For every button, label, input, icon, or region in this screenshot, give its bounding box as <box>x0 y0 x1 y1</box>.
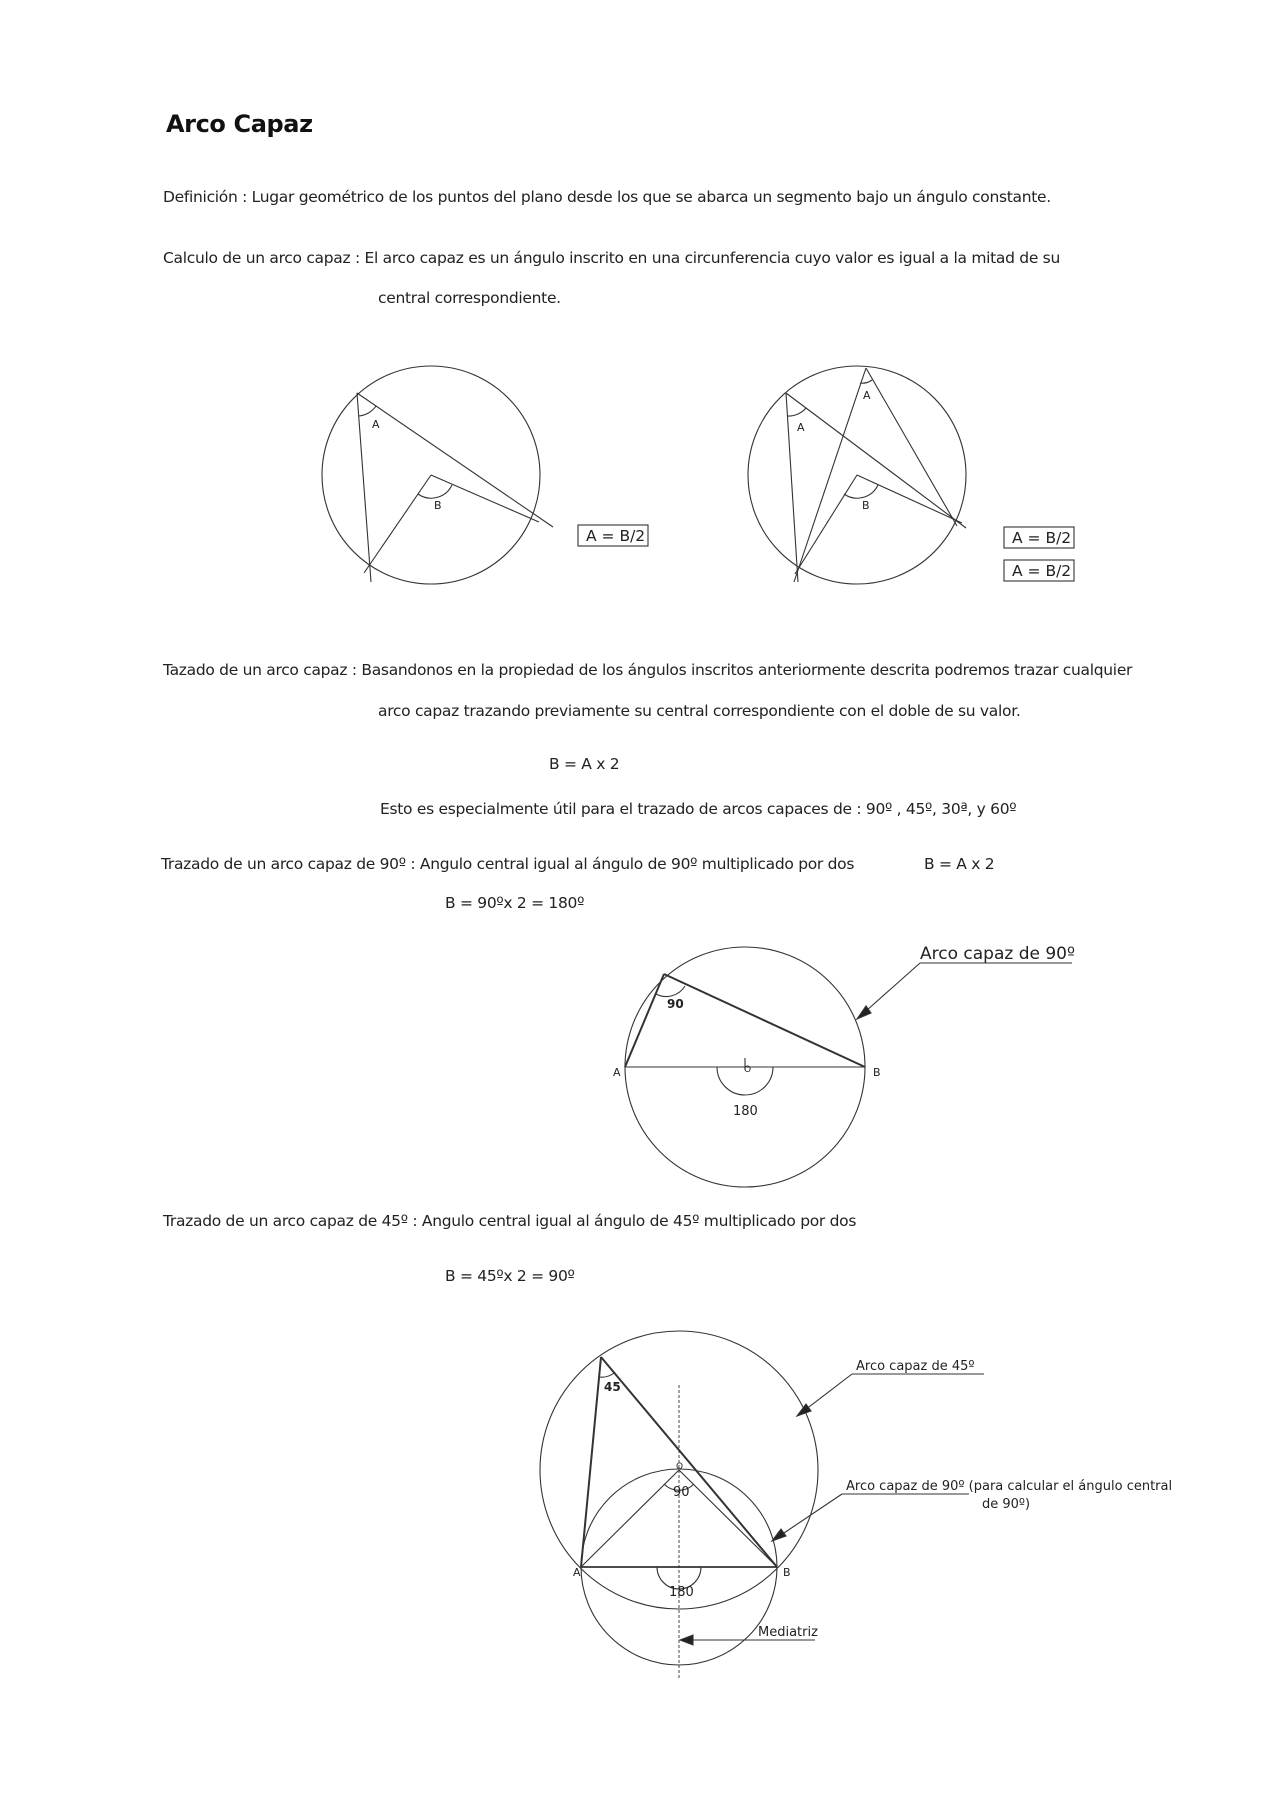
fig1-inscribed-line-1 <box>357 393 371 582</box>
fig2-formula-2: A = B/2 <box>1012 562 1072 580</box>
calculo-text-line1: Calculo de un arco capaz : El arco capaz es un ángulo inscrito en una circunferencia cuyo valor es igual a la mitad de su <box>163 249 1060 267</box>
fig1-label-b: B <box>434 499 442 512</box>
fig1-formula: A = B/2 <box>586 527 646 545</box>
fig1-inscribed-line-2 <box>357 393 553 527</box>
formula-b-equals-a-x2: B = A x 2 <box>549 755 620 773</box>
fig4-angle-180-label: 180 <box>669 1585 694 1600</box>
fig4-mediatriz-label: Mediatriz <box>758 1625 818 1640</box>
figure-2 <box>748 366 1074 584</box>
trazado-text-line2: arco capaz trazando previamente su central correspondiente con el doble de su valor. <box>378 702 1021 720</box>
trazado-text-line1: Tazado de un arco capaz : Basandonos en la propiedad de los ángulos inscritos anteriormente descrita podremos trazar cualquier <box>163 661 1133 679</box>
fig3-label-b: B <box>873 1066 881 1079</box>
fig3-angle-180-label: 180 <box>733 1104 758 1119</box>
fig2-label-b: B <box>862 499 870 512</box>
fig4-angle-45-arc <box>599 1373 614 1377</box>
fig1-label-a: A <box>372 418 380 431</box>
trazado90-formula: B = A x 2 <box>924 855 995 873</box>
fig4-angle-45-label: 45 <box>604 1380 621 1394</box>
definition-text: Definición : Lugar geométrico de los puntos del plano desde los que se abarca un segmento bajo un ángulo constante. <box>163 188 1051 206</box>
fig2-inscribed-1-line-2 <box>786 393 966 528</box>
fig3-angle-90-arc <box>656 986 685 997</box>
trazado45-calc: B = 45ºx 2 = 90º <box>445 1267 575 1285</box>
fig4-callout2-leader <box>781 1494 842 1535</box>
fig3-inscribed-line-1 <box>625 974 664 1067</box>
fig4-label-b: B <box>783 1566 791 1579</box>
trazado90-text: Trazado de un arco capaz de 90º : Angulo central igual al ángulo de 90º multiplicado por dos <box>161 855 855 873</box>
fig2-central-line-2 <box>857 475 962 523</box>
fig4-callout1-arrowhead <box>797 1404 811 1416</box>
fig2-formula-1: A = B/2 <box>1012 529 1072 547</box>
fig4-label-a: A <box>573 1566 581 1579</box>
fig2-label-a2: A <box>863 389 871 402</box>
fig2-label-a1: A <box>797 421 805 434</box>
fig1-central-line-1 <box>364 475 431 573</box>
fig4-callout2-label-line1: Arco capaz de 90º (para calcular el ángulo central <box>846 1479 1173 1494</box>
fig2-inscribed-2-line-1 <box>794 368 866 582</box>
util-text: Esto es especialmente útil para el trazado de arcos capaces de : 90º , 45º, 30ª, y 60º <box>380 800 1017 818</box>
trazado90-calc: B = 90ºx 2 = 180º <box>445 894 585 912</box>
fig1-angle-a-arc <box>359 406 377 416</box>
fig4-callout2-arrowhead <box>772 1529 786 1541</box>
fig4-inscribed-line-2 <box>601 1357 777 1567</box>
figure-3 <box>625 947 1072 1187</box>
fig4-label-o: O <box>676 1462 684 1472</box>
fig4-callout1-leader <box>805 1374 852 1410</box>
figure-1 <box>322 366 648 584</box>
fig4-callout1-label: Arco capaz de 45º <box>856 1359 975 1374</box>
fig2-inscribed-2-line-2 <box>866 368 957 526</box>
fig3-label-a: A <box>613 1066 621 1079</box>
fig4-inscribed-line-1 <box>581 1357 601 1567</box>
fig3-label-o: O <box>744 1065 752 1075</box>
fig3-angle-90-label: 90 <box>667 997 684 1011</box>
fig1-central-line-2 <box>431 475 539 522</box>
fig3-callout-label: Arco capaz de 90º <box>920 944 1075 964</box>
trazado45-text: Trazado de un arco capaz de 45º : Angulo central igual al ángulo de 45º multiplicado por dos <box>163 1212 857 1230</box>
calculo-text-line2: central correspondiente. <box>378 289 561 307</box>
fig2-central-line-1 <box>795 475 857 574</box>
page-title: Arco Capaz <box>166 110 313 138</box>
fig4-angle-90-label: 90 <box>673 1485 690 1500</box>
fig2-angle-a1-arc <box>787 408 806 416</box>
fig3-callout-leader <box>866 963 920 1011</box>
fig4-callout2-label-line2: de 90º) <box>982 1497 1031 1512</box>
fig4-mediatriz-arrowhead <box>680 1635 693 1645</box>
